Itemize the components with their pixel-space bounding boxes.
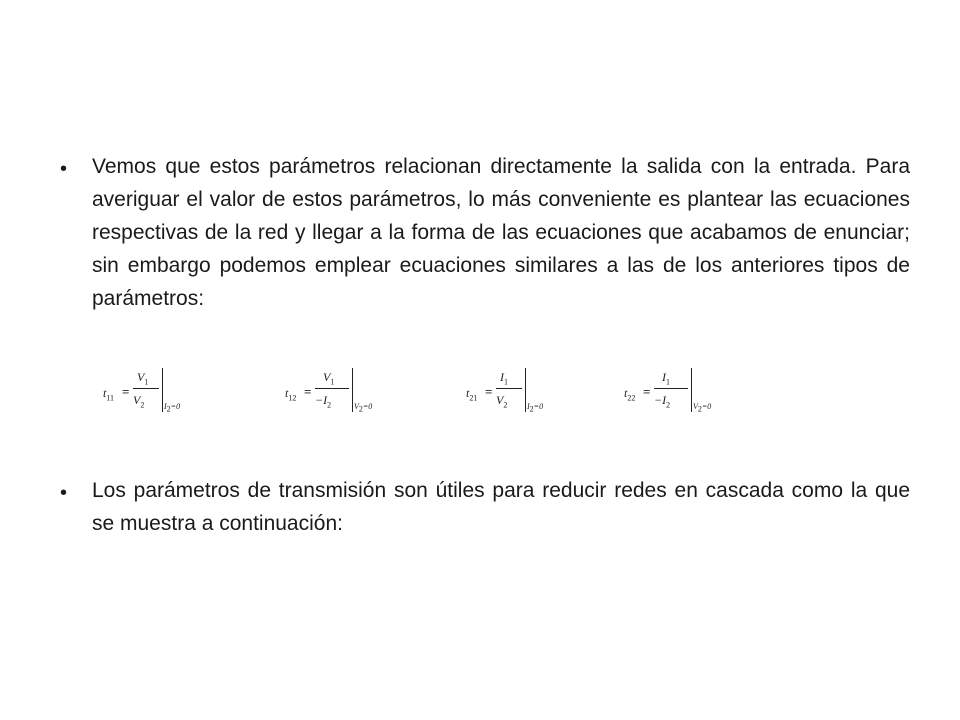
- formula-numerator: $I_1$: [662, 370, 670, 387]
- formula-lhs: $t_{22}$: [624, 386, 636, 403]
- formula-condition: $V_2=0$: [693, 402, 712, 414]
- evaluation-bar: [352, 368, 353, 412]
- formula-numerator: $V_1$: [137, 370, 149, 387]
- formula-condition: $I_2=0$: [164, 402, 181, 414]
- fraction-bar: [315, 388, 349, 389]
- formula-equals: =: [122, 384, 130, 399]
- formula-numerator: $I_1$: [500, 370, 508, 387]
- bullet-item-1: [60, 150, 910, 315]
- fraction-bar: [654, 388, 688, 389]
- formula-condition: $I_2=0$: [527, 402, 544, 414]
- formula-equals: =: [485, 384, 493, 399]
- formula-lhs: $t_{11}$: [103, 386, 115, 403]
- formula-denominator: $V_2$: [496, 393, 508, 410]
- bullet-symbol: •: [60, 482, 68, 504]
- evaluation-bar: [525, 368, 526, 412]
- bullet-item-2: [60, 474, 910, 540]
- formula-denominator: $-I_2$: [654, 393, 671, 410]
- bullet-symbol: •: [60, 158, 68, 180]
- formula-equals: =: [643, 384, 651, 399]
- formula-denominator: $V_2$: [133, 393, 145, 410]
- formula-numerator: $V_1$: [323, 370, 335, 387]
- fraction-bar: [133, 388, 159, 389]
- evaluation-bar: [162, 368, 163, 412]
- formula-lhs: $t_{12}$: [285, 386, 297, 403]
- evaluation-bar: [691, 368, 692, 412]
- bullet-text: Vemos que estos parámetros relacionan directamente la salida con la entrada. Para averiguar el valor de estos parámetros, lo más conveniente es plantear las ecuaciones respectivas de la red y llegar a la forma de las ecuaciones que acabamos de enunciar; sin embargo podemos emplear ecuaciones similares a las de los anteriores tipos de parámetros:: [92, 155, 910, 310]
- formula-lhs: $t_{21}$: [466, 386, 478, 403]
- fraction-bar: [496, 388, 522, 389]
- formula-denominator: $-I_2$: [315, 393, 332, 410]
- bullet-text: Los parámetros de transmisión son útiles para reducir redes en cascada como la que se muestra a continuación:: [92, 479, 910, 535]
- formula-equals: =: [304, 384, 312, 399]
- formula-condition: $V_2=0$: [354, 402, 373, 414]
